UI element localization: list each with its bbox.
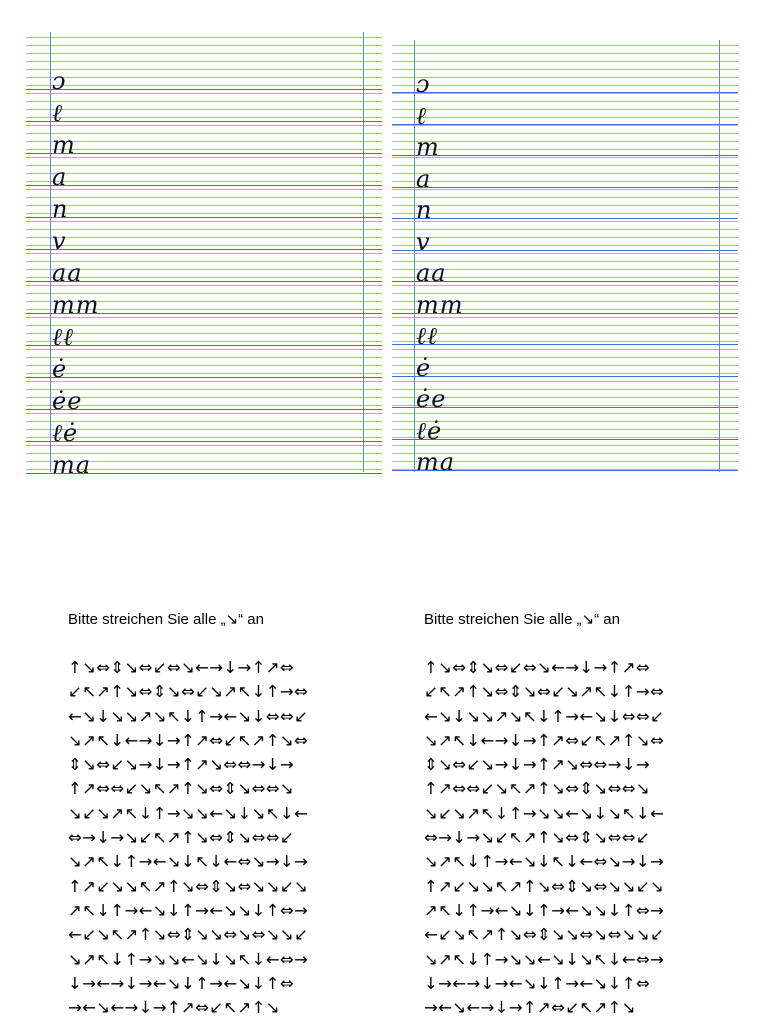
writing-letters: n [52,195,69,223]
writing-row [392,282,738,319]
arrow-row: ↑↗↙↘↘↖↗↑↘⇔⇕↘⇔↘↘↙↘ [424,876,665,896]
writing-letters: ė [416,353,432,382]
arrow-row: ↑↗↙↘↘↖↗↑↘⇔⇕↘⇔↘↘↙↘ [68,876,309,896]
writing-letters: mm [52,291,100,319]
writing-letters: ℓė [416,416,443,445]
arrow-row: ↘↗↖↓↑→↘↘←↘↓↘↖↓←⇔→ [68,949,309,969]
arrow-row: ⇕↘⇔↙↘→↓→↑↗↘⇔⇔→↓→ [424,755,651,775]
arrow-row: ↑↘⇔⇕↘⇔↙⇔↘←→↓→↑↗⇔ [68,658,295,677]
writing-row [392,376,738,413]
arrow-row: ↓→←→↓→←↘↓↑→←↘↓↑⇔ [68,973,295,993]
writing-row [26,186,382,223]
writing-row [26,58,382,95]
arrow-row: ←↘↓↘↘↗↘↖↓↑→←↘↓⇔⇔↙ [68,706,309,726]
arrow-row: ⇔→↓→↘↙↖↗↑↘⇔⇕↘⇔⇔↙ [424,828,651,848]
writing-row [26,442,382,479]
writing-letters: ė [52,355,68,383]
writing-row [26,410,382,447]
writing-row [392,61,738,98]
arrow-row: ↘↗↖↓↑→←↘↓↖↓←⇔↘→↓→ [68,852,309,872]
arrow-grid [68,656,388,1020]
writing-letters: ma [416,448,456,476]
task-instruction: Bitte streichen Sie alle „↘“ an [68,611,264,628]
arrow-row: ↙↖↗↑↘⇔⇕↘⇔↙↘↗↖↓↑→⇔ [68,682,309,702]
writing-row [392,250,738,287]
arrow-row: ←↙↘↖↗↑↘⇔⇕↘↘⇔↘⇔↘↘↙ [424,925,665,945]
writing-row [392,345,738,382]
writing-letters: aa [52,259,83,287]
writing-letters: ℓℓ [416,322,438,350]
arrow-row: →←↘←→↓→↑↗⇔↙↖↗↑↘ [68,998,280,1018]
arrow-row: ↘↗↖↓←→↓→↑↗⇔↙↖↗↑↘⇔ [424,730,665,750]
writing-letters: a [416,164,432,193]
handwriting-sheet-right [392,40,738,476]
writing-letters: ma [52,451,92,479]
arrow-row: ⇔→↓→↘↙↖↗↑↘⇔⇕↘⇔⇔↙ [68,828,295,848]
writing-row [26,282,382,319]
writing-letters: ℓℓ [52,323,74,351]
writing-row [392,313,738,350]
arrow-row: ↘↙↘↗↖↓↑→↘↘←↘↓↘↖↓← [424,803,665,823]
arrow-row: ↗↖↓↑→←↘↓↑→←↘↘↓↑⇔→ [68,900,309,920]
arrow-grid [424,656,744,1020]
writing-letters: ℓ [416,101,427,130]
writing-letters: m [416,133,440,161]
writing-row [392,439,738,476]
arrow-row: ↘↙↘↗↖↓↑→↘↘←↘↓↘↖↓← [68,803,309,823]
arrow-row: ↗↖↓↑→←↘↓↑→←↘↘↓↑⇔→ [424,900,665,920]
writing-row [392,219,738,256]
arrow-row: ↑↗⇔⇔↙↘↖↗↑↘⇔⇕↘⇔⇔↘ [424,779,651,799]
arrow-task-right [424,610,744,1020]
writing-letters: ėe [416,385,447,413]
writing-letters: ɔ [416,70,431,98]
writing-letters: aa [416,259,447,287]
arrow-row: ↘↗↖↓↑→←↘↓↖↓←⇔↘→↓→ [424,852,665,872]
writing-row [392,156,738,193]
arrow-row: ⇕↘⇔↙↘→↓→↑↗↘⇔⇔→↓→ [68,755,295,775]
writing-letters: mm [416,290,464,319]
arrow-row: →←↘←→↓→↑↗⇔↙↖↗↑↘ [424,998,636,1018]
arrow-row: ←↘↓↘↘↗↘↖↓↑→←↘↓⇔⇔↙ [424,706,665,726]
arrow-row: ↑↗⇔⇔↙↘↖↗↑↘⇔⇕↘⇔⇔↘ [68,779,295,799]
writing-row [392,408,738,445]
writing-row [26,90,382,127]
writing-letters: m [52,131,76,159]
writing-row [26,250,382,287]
handwriting-rows [392,40,738,476]
writing-letters: a [52,163,68,191]
arrow-row: ↙↖↗↑↘⇔⇕↘⇔↙↘↗↖↓↑→⇔ [424,682,665,702]
writing-letters: ɔ [52,67,67,95]
writing-letters: n [416,196,433,224]
handwriting-rows [26,32,382,479]
writing-row [392,187,738,224]
task-instruction: Bitte streichen Sie alle „↘“ an [424,611,620,628]
writing-letters: v [52,227,67,255]
writing-letters: ėe [52,387,83,415]
writing-row [26,154,382,191]
writing-row [26,346,382,383]
arrow-task-left [68,610,388,1020]
writing-row [392,124,738,161]
writing-row [26,218,382,255]
arrow-row: ←↙↘↖↗↑↘⇔⇕↘↘⇔↘⇔↘↘↙ [68,925,309,945]
arrow-row: ↘↗↖↓↑→↘↘←↘↓↘↖↓←⇔→ [424,949,665,969]
arrow-row: ↓→←→↓→←↘↓↑→←↘↓↑⇔ [424,973,651,993]
handwriting-sheet-left [26,32,382,479]
arrow-row: ↑↘⇔⇕↘⇔↙⇔↘←→↓→↑↗⇔ [424,658,651,677]
arrow-row: ↘↗↖↓←→↓→↑↗⇔↙↖↗↑↘⇔ [68,730,309,750]
writing-row [392,93,738,130]
writing-row [26,122,382,159]
writing-letters: v [416,227,431,256]
writing-letters: ℓė [52,419,79,447]
writing-row [26,378,382,415]
writing-row [26,314,382,351]
writing-letters: ℓ [52,99,63,127]
